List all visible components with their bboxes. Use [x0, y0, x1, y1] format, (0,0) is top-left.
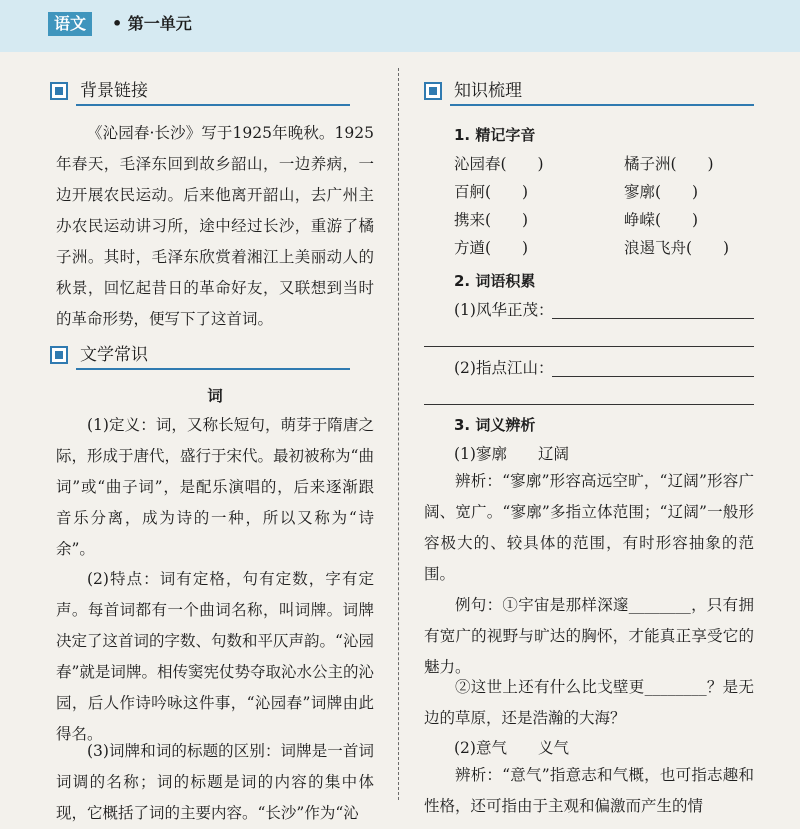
ci-title: 词 — [207, 386, 223, 405]
column-divider — [398, 68, 399, 800]
section-background — [50, 80, 350, 106]
analysis-paragraph: 辨析：“寥廓”形容高远空旷，“辽阔”形容广阔、宽广。“寥廓”多指立体范围；“辽阔”一般形容极大的、较具体的范围，有时形容抽象的范围。 — [424, 472, 754, 583]
section-title: 知识梳理 — [454, 81, 522, 101]
word-item: 寥廓( ) — [624, 183, 699, 201]
word-item: 携来( ) — [454, 211, 529, 229]
answer-line — [552, 376, 754, 377]
page-header — [0, 0, 800, 52]
section-knowledge — [424, 80, 754, 106]
background-text: 《沁园春·长沙》写于1925年晚秋。1925年春天，毛泽东回到故乡韶山，一边养病，一边开展农民运动。后来他离开韶山，去广州主办农民运动讲习所，途中经过长沙，重游了橘子洲。其时，毛泽东欣赏着湘江上美丽动人的秋景，回忆起昔日的革命好友，又联想到当时的革命形势，便写下了这首词。 — [56, 124, 374, 328]
section-underline — [450, 104, 754, 106]
heading-word-analysis: 3. 词义辨析 — [454, 416, 536, 434]
section-underline — [76, 368, 350, 370]
word-pair: (1)寥廓 辽阔 — [454, 445, 569, 463]
heading-pronunciation: 1. 精记字音 — [454, 126, 536, 144]
unit-label: • 第一单元 — [112, 14, 192, 33]
word-item: 沁园春( ) — [454, 155, 544, 173]
phrase-item: (1)风华正茂： — [454, 301, 554, 319]
answer-line — [424, 346, 754, 347]
example-paragraph: 例句：①宇宙是那样深邃________，只有拥有宽广的视野与旷达的胸怀，才能真正享受它的魅力。 — [424, 596, 754, 676]
subject-tag: 语文 — [48, 12, 92, 36]
word-pair: (2)意气 义气 — [454, 739, 569, 757]
section-title: 文学常识 — [80, 345, 148, 365]
features-paragraph: (2)特点：词有定格，句有定数，字有定声。每首词都有一个曲词名称，叫词牌。词牌决定了这首词的字数、句数和平仄声韵。“沁园春”就是词牌。相传窦宪仗势夺取沁水公主的沁园，后人作诗吟咏这件事，“沁园春”词牌由此得名。 — [56, 570, 374, 743]
word-item: 橘子洲( ) — [624, 155, 714, 173]
word-item: 方遒( ) — [454, 239, 529, 257]
word-item: 百舸( ) — [454, 183, 529, 201]
section-marker-icon — [50, 346, 68, 364]
answer-line — [552, 318, 754, 319]
section-literature — [50, 344, 350, 370]
heading-vocabulary: 2. 词语积累 — [454, 272, 536, 290]
analysis-paragraph: 辨析：“意气”指意志和气概，也可指志趣和性格，还可指由于主观和偏激而产生的情 — [424, 766, 754, 815]
section-marker-icon — [50, 82, 68, 100]
section-title: 背景链接 — [80, 81, 148, 101]
phrase-item: (2)指点江山： — [454, 359, 554, 377]
word-item: 峥嵘( ) — [624, 211, 699, 229]
section-underline — [76, 104, 350, 106]
section-marker-icon — [424, 82, 442, 100]
word-item: 浪遏飞舟( ) — [624, 239, 730, 257]
answer-line — [424, 404, 754, 405]
difference-paragraph: (3)词牌和词的标题的区别：词牌是一首词词调的名称；词的标题是词的内容的集中体现，它概括了词的主要内容。“长沙”作为“沁 — [56, 742, 374, 822]
example-paragraph: ②这世上还有什么比戈壁更________？是无边的草原，还是浩瀚的大海？ — [424, 678, 754, 727]
definition-paragraph: (1)定义：词，又称长短句，萌芽于隋唐之际，形成于唐代，盛行于宋代。最初被称为“曲词”或“曲子词”，是配乐演唱的，后来逐渐跟音乐分离，成为诗的一种，所以又称为“诗余”。 — [56, 416, 374, 558]
